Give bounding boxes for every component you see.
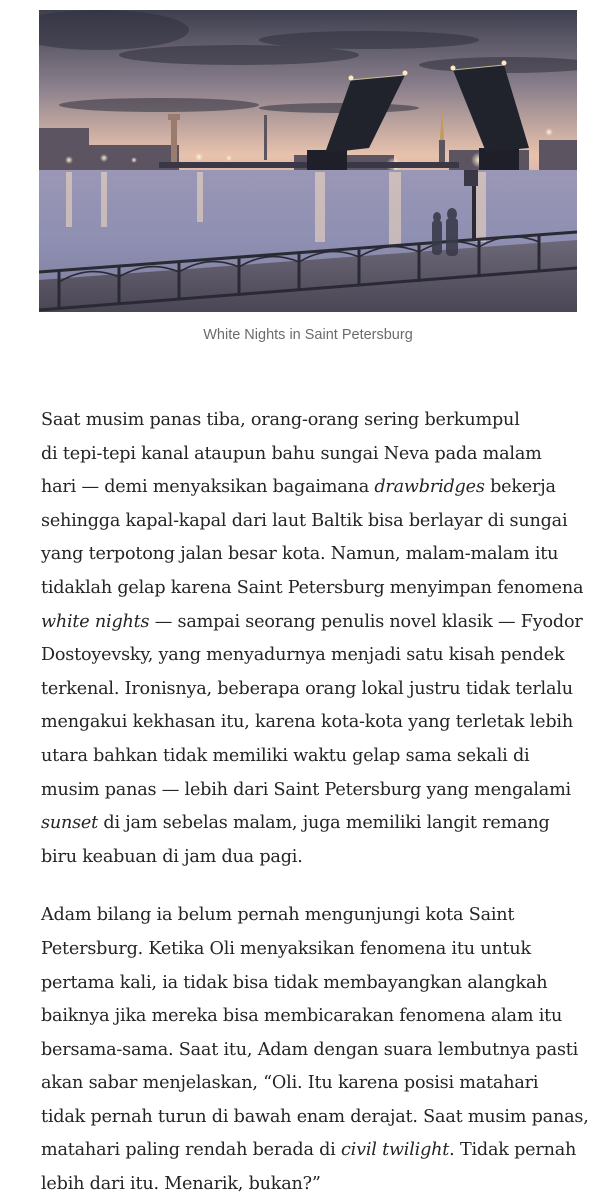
text-run: utara bahkan tidak memiliki waktu gelap sama sekali di [41,745,530,766]
text-line [41,1000,601,1034]
figure-caption: White Nights in Saint Petersburg [203,327,413,343]
text-run: bersama-sama. Saat itu, Adam dengan suara lembutnya pasti [41,1039,579,1060]
text-run: pertama kali, ia tidak bisa tidak membayangkan alangkah [41,972,548,993]
text-run: Dostoyevsky, yang menyadurnya menjadi satu kisah pendek [41,645,565,666]
text-line [41,706,601,740]
text-line [41,1168,601,1202]
text-run: tidaklah gelap karena Saint Petersburg menyimpan fenomena [41,577,584,598]
italic-term: civil twilight [341,1140,450,1161]
italic-term: white nights [41,611,150,632]
text-run: hari — demi menyaksikan bagaimana [41,477,375,498]
text-line [41,1067,601,1101]
article-body [41,404,601,1202]
text-run: bekerja [484,477,556,498]
text-line [41,1134,601,1168]
text-line [41,933,601,967]
text-line [41,471,601,505]
text-line [41,774,601,808]
text-run: lebih dari itu. Menarik, bukan?” [41,1174,321,1195]
text-run: . Tidak pernah [449,1140,577,1161]
photo-white-nights [39,10,577,312]
text-run: tidak pernah turun di bawah enam derajat. Saat musim panas, [41,1106,589,1127]
text-line [41,967,601,1001]
text-run: mengakui kekhasan itu, karena kota-kota yang terletak lebih [41,712,573,733]
text-line [41,841,601,875]
paragraph [41,404,601,874]
text-line [41,740,601,774]
text-line [41,1034,601,1068]
text-run: akan sabar menjelaskan, “Oli. Itu karena posisi matahari [41,1073,539,1094]
text-line [41,404,601,438]
article-figure [39,10,577,312]
text-run: Saat musim panas tiba, orang-orang sering berkumpul [41,410,520,430]
text-run: — sampai seorang penulis novel klasik — Fyodor [149,611,583,632]
italic-term: drawbridges [374,477,485,498]
text-line [41,673,601,707]
text-line [41,899,601,933]
text-run: Petersburg. Ketika Oli menyaksikan fenomena itu untuk [41,938,531,959]
text-run: baiknya jika mereka bisa membicarakan fenomena alam itu [41,1006,563,1027]
text-line [41,606,601,640]
text-run: di jam sebelas malam, juga memiliki langit remang [98,813,550,834]
text-line [41,1101,601,1135]
text-line [41,438,601,472]
text-run: biru keabuan di jam dua pagi. [41,846,303,867]
text-line [41,538,601,572]
text-run: matahari paling rendah berada di [41,1140,342,1161]
text-run: terkenal. Ironisnya, beberapa orang lokal justru tidak terlalu [41,678,573,699]
paragraph [41,899,601,1201]
italic-term: sunset [41,813,99,834]
text-line [41,572,601,606]
text-line [41,505,601,539]
text-run: musim panas — lebih dari Saint Petersburg yang mengalami [41,779,571,800]
text-run: di tepi-tepi kanal ataupun bahu sungai Neva pada malam [41,443,542,464]
text-line [41,639,601,673]
text-run: yang terpotong jalan besar kota. Namun, malam-malam itu [41,544,559,565]
text-line [41,807,601,841]
text-run: Adam bilang ia belum pernah mengunjungi kota Saint [41,905,515,926]
text-run: sehingga kapal-kapal dari laut Baltik bisa berlayar di sungai [41,510,568,531]
